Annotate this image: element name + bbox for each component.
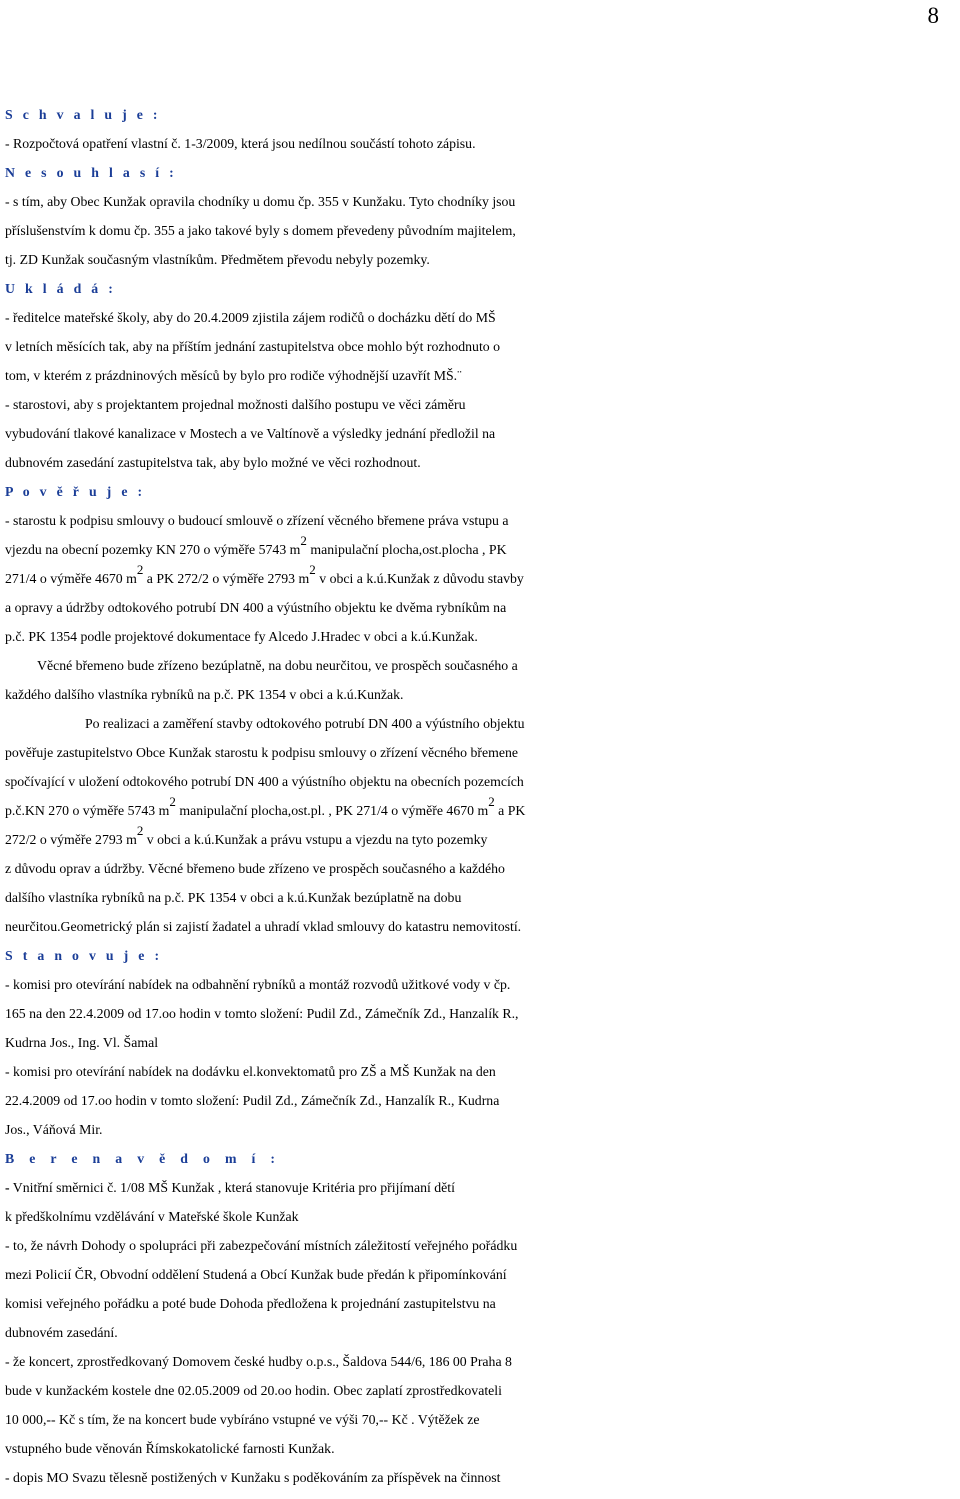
text-line-content: dubnovém zasedání zastupitelstva tak, aby bylo možné ve věci rozhodnout. (5, 455, 421, 470)
text-line-content: - Rozpočtová opatření vlastní č. 1-3/2009, která jsou nedílnou součástí tohoto zápisu. (5, 136, 476, 151)
text-line-content: Věcné břemeno bude zřízeno bezúplatně, na dobu neurčitou, ve prospěch současného a (37, 658, 518, 673)
section-heading-text: U k l á d á : (5, 281, 117, 296)
text-line (5, 1289, 960, 1318)
text-line-content: - to, že návrh Dohody o spolupráci při zabezpečování místních záležitostí veřejného pořádku (5, 1238, 518, 1253)
text-line (5, 216, 960, 245)
text-segment: Vnitřní směrnici č. 1/08 MŠ Kunžak , která stanovuje Kritéria pro přijímaní dětí (9, 1180, 455, 1195)
text-line (5, 1463, 960, 1492)
text-line (5, 680, 960, 709)
text-line (5, 738, 960, 767)
text-line-content: p.č. PK 1354 podle projektové dokumentace fy Alcedo J.Hradec v obci a k.ú.Kunžak. (5, 629, 478, 644)
text-line-content: Kudrna Jos., Ing. Vl. Šamal (5, 1035, 159, 1050)
text-line-content: vybudování tlakové kanalizace v Mostech a ve Valtínově a výsledky jednání předložil na (5, 426, 496, 441)
section-heading-text: B e r e n a v ě d o m í : (5, 1151, 281, 1166)
text-line (5, 390, 960, 419)
text-line (5, 970, 960, 999)
superscript: 2 (309, 562, 316, 577)
text-line-content: tj. ZD Kunžak současným vlastníkům. Předmětem převodu nebyly pozemky. (5, 252, 430, 267)
text-line-content: - starostu k podpisu smlouvy o budoucí smlouvě o zřízení věcného břemene práva vstupu a (5, 513, 509, 528)
text-line (5, 854, 960, 883)
section-heading (5, 1144, 960, 1173)
text-line (5, 361, 960, 390)
text-line-content: vstupného bude věnován Římskokatolické farnosti Kunžak. (5, 1441, 335, 1456)
text-line-content: - komisi pro otevírání nabídek na odbahnění rybníků a montáž rozvodů užitkové vody v čp. (5, 977, 511, 992)
text-segment: v obci a k.ú.Kunžak z důvodu stavby (315, 571, 524, 586)
text-line-content: - komisi pro otevírání nabídek na dodávku el.konvektomatů pro ZŠ a MŠ Kunžak na den (5, 1064, 496, 1079)
text-segment: a PK (494, 803, 526, 818)
text-line (5, 535, 960, 564)
text-line-content: dubnovém zasedání. (5, 1325, 118, 1340)
superscript: 2 (488, 794, 495, 809)
text-line (5, 1115, 960, 1144)
text-line (5, 883, 960, 912)
section-heading (5, 274, 960, 303)
text-line (5, 187, 960, 216)
text-line-content: - že koncert, zprostředkovaný Domovem české hudby o.p.s., Šaldova 544/6, 186 00 Praha 8 (5, 1354, 512, 1369)
superscript: 2 (136, 562, 144, 577)
text-line (5, 912, 960, 941)
text-segment: p.č.KN 270 o výměře 5743 m (5, 803, 170, 818)
superscript: 2 (300, 533, 307, 548)
text-line-content: Po realizaci a zaměření stavby odtokového potrubí DN 400 a výústního objektu (85, 716, 525, 731)
text-line-content: 10 000,-- Kč s tím, že na koncert bude vybíráno vstupné ve výši 70,-- Kč . Výtěžek ze (5, 1412, 480, 1427)
text-line (5, 448, 960, 477)
text-line-content: bude v kunžackém kostele dne 02.05.2009 od 20.oo hodin. Obec zaplatí zprostředkovateli (5, 1383, 502, 1398)
text-line (5, 245, 960, 274)
text-line-content: 22.4.2009 od 17.oo hodin v tomto složení: Pudil Zd., Zámečník Zd., Hanzalík R., Kudrna (5, 1093, 500, 1108)
section-heading-text: P o v ě ř u j e : (5, 484, 146, 499)
section-heading-text: S t a n o v u j e : (5, 948, 163, 963)
section-heading (5, 158, 960, 187)
text-line (5, 825, 960, 854)
text-line (5, 564, 960, 593)
text-line-content: k předškolnímu vzdělávání v Mateřské škole Kunžak (5, 1209, 299, 1224)
text-line (5, 1405, 960, 1434)
section-heading (5, 941, 960, 970)
text-line (5, 622, 960, 651)
text-line (5, 1202, 960, 1231)
text-line-content: - starostovi, aby s projektantem projednal možnosti dalšího postupu ve věci záměru (5, 397, 466, 412)
bullet-dash: - (5, 1180, 10, 1195)
superscript: 2 (136, 823, 144, 838)
text-segment: 271/4 o výměře 4670 m (5, 571, 137, 586)
text-line-content: komisi veřejného pořádku a poté bude Dohoda předložena k projednání zastupitelstvu na (5, 1296, 496, 1311)
text-segment: a PK 272/2 o výměře 2793 m (143, 571, 310, 586)
text-line (5, 303, 960, 332)
text-line (5, 1260, 960, 1289)
text-segment: manipulační plocha,ost.pl. , PK 271/4 o výměře 4670 m (175, 803, 489, 818)
document-body (5, 100, 960, 1492)
section-heading (5, 477, 960, 506)
text-line (5, 1086, 960, 1115)
text-line-content: - ředitelce mateřské školy, aby do 20.4.2009 zjistila zájem rodičů o docházku dětí do MŠ (5, 310, 496, 325)
text-line (5, 999, 960, 1028)
text-line (5, 1028, 960, 1057)
text-line (5, 129, 960, 158)
text-line (5, 1376, 960, 1405)
text-line-content: mezi Policií ČR, Obvodní oddělení Studená a Obcí Kunžak bude předán k připomínkování (5, 1267, 507, 1282)
text-line-content: a opravy a údržby odtokového potrubí DN 400 a výústního objektu ke dvěma rybníkům na (5, 600, 507, 615)
text-line (5, 506, 960, 535)
text-line (5, 1173, 960, 1202)
text-line (5, 419, 960, 448)
text-line-content: - dopis MO Svazu tělesně postižených v Kunžaku s poděkováním za příspěvek na činnost (5, 1470, 501, 1485)
text-line (5, 593, 960, 622)
text-segment: v obci a k.ú.Kunžak a právu vstupu a vjezdu na tyto pozemky (143, 832, 488, 847)
text-line-content: příslušenstvím k domu čp. 355 a jako takové byly s domem převedeny původním majitelem, (5, 223, 516, 238)
text-line-content: 165 na den 22.4.2009 od 17.oo hodin v tomto složení: Pudil Zd., Zámečník Zd., Hanzalík R., (5, 1006, 519, 1021)
text-line-content: tom, v kterém z prázdninových měsíců by bylo pro rodiče výhodnější uzavřít MŠ.¨ (5, 368, 462, 383)
text-line (5, 1057, 960, 1086)
text-line-content: z důvodu oprav a údržby. Věcné břemeno bude zřízeno ve prospěch současného a každého (5, 861, 505, 876)
text-segment: 272/2 o výměře 2793 m (5, 832, 137, 847)
text-line-content: dalšího vlastníka rybníků na p.č. PK 1354 v obci a k.ú.Kunžak bezúplatně na dobu (5, 890, 462, 905)
text-line-content: - s tím, aby Obec Kunžak opravila chodníky u domu čp. 355 v Kunžaku. Tyto chodníky jsou (5, 194, 516, 209)
text-line-content: spočívající v uložení odtokového potrubí DN 400 a výústního objektu na obecních pozemcích (5, 774, 524, 789)
text-segment: manipulační plocha,ost.plocha , PK (306, 542, 507, 557)
section-heading (5, 100, 960, 129)
text-line-content: neurčitou.Geometrický plán si zajistí žadatel a uhradí vklad smlouvy do katastru nemovitostí. (5, 919, 522, 934)
section-heading-text: N e s o u h l a s í : (5, 165, 178, 180)
text-line (5, 332, 960, 361)
text-line-content: pověřuje zastupitelstvo Obce Kunžak starostu k podpisu smlouvy o zřízení věcného břemene (5, 745, 519, 760)
text-line (5, 1231, 960, 1260)
section-heading-text: S c h v a l u j e : (5, 107, 161, 122)
text-line (5, 1318, 960, 1347)
text-line (5, 651, 960, 680)
text-line (5, 767, 960, 796)
text-segment: vjezdu na obecní pozemky KN 270 o výměře 5743 m (5, 542, 301, 557)
text-line-content: Jos., Váňová Mir. (5, 1122, 103, 1137)
text-line (5, 796, 960, 825)
text-line (5, 1434, 960, 1463)
text-line (5, 709, 960, 738)
superscript: 2 (169, 794, 176, 809)
text-line-content: v letních měsících tak, aby na příštím jednání zastupitelstva obce mohlo být rozhodnuto o (5, 339, 501, 354)
page-number: 8 (927, 3, 939, 28)
text-line (5, 1347, 960, 1376)
text-line-content: každého dalšího vlastníka rybníků na p.č. PK 1354 v obci a k.ú.Kunžak. (5, 687, 404, 702)
